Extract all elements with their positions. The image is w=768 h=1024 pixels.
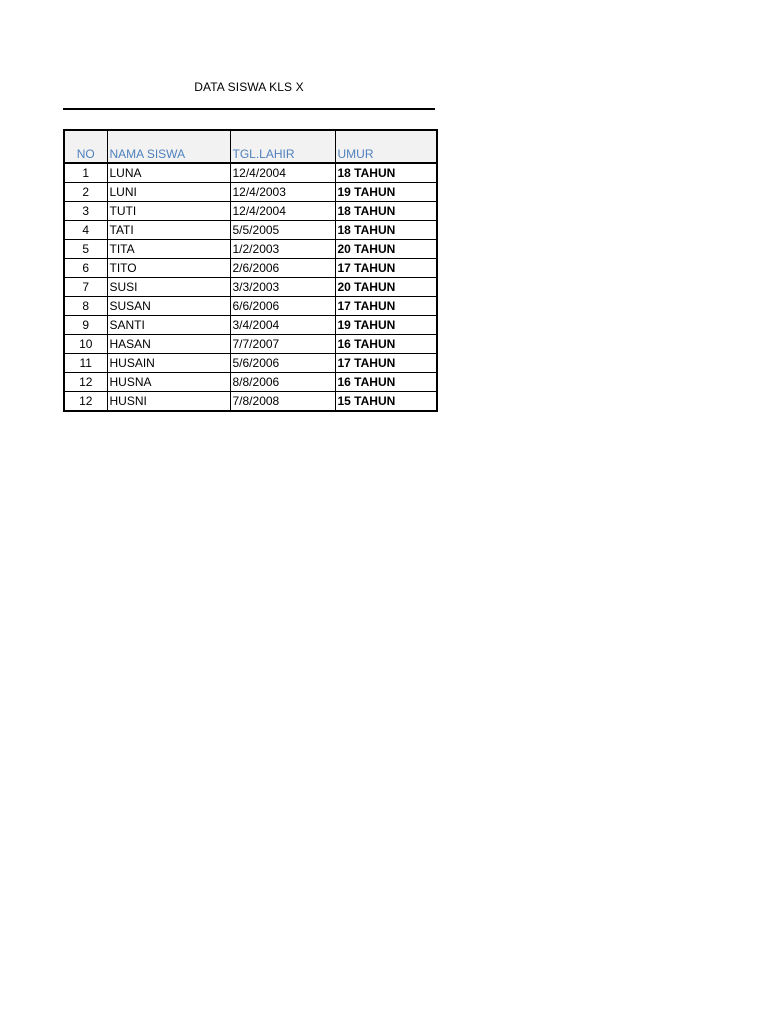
header-row <box>64 130 437 163</box>
cell-age: 20 TAHUN <box>335 239 437 258</box>
table-row <box>64 163 437 182</box>
cell-birth-date: 12/4/2003 <box>230 182 335 201</box>
student-table <box>63 129 438 412</box>
cell-no: 4 <box>64 220 107 239</box>
cell-birth-date: 8/8/2006 <box>230 372 335 391</box>
cell-no: 3 <box>64 201 107 220</box>
table-row <box>64 239 437 258</box>
table-row <box>64 391 437 411</box>
table-row <box>64 277 437 296</box>
title-underline <box>63 108 435 110</box>
cell-birth-date: 6/6/2006 <box>230 296 335 315</box>
cell-student-name: LUNA <box>107 163 230 182</box>
cell-student-name: HASAN <box>107 334 230 353</box>
table-row <box>64 296 437 315</box>
cell-age: 17 TAHUN <box>335 258 437 277</box>
cell-student-name: TITA <box>107 239 230 258</box>
cell-no: 6 <box>64 258 107 277</box>
document-title: DATA SISWA KLS X <box>194 80 304 94</box>
cell-student-name: TATI <box>107 220 230 239</box>
header-name: NAMA SISWA <box>107 130 230 163</box>
cell-age: 15 TAHUN <box>335 391 437 411</box>
cell-no: 12 <box>64 391 107 411</box>
cell-no: 10 <box>64 334 107 353</box>
cell-age: 19 TAHUN <box>335 182 437 201</box>
cell-student-name: SUSI <box>107 277 230 296</box>
cell-birth-date: 5/5/2005 <box>230 220 335 239</box>
cell-birth-date: 12/4/2004 <box>230 201 335 220</box>
table-body <box>64 163 437 411</box>
cell-student-name: SUSAN <box>107 296 230 315</box>
table-row <box>64 182 437 201</box>
cell-no: 12 <box>64 372 107 391</box>
cell-student-name: SANTI <box>107 315 230 334</box>
cell-student-name: HUSAIN <box>107 353 230 372</box>
cell-birth-date: 3/3/2003 <box>230 277 335 296</box>
cell-no: 2 <box>64 182 107 201</box>
table-row <box>64 353 437 372</box>
cell-no: 8 <box>64 296 107 315</box>
cell-student-name: HUSNI <box>107 391 230 411</box>
cell-birth-date: 12/4/2004 <box>230 163 335 182</box>
header-age: UMUR <box>335 130 437 163</box>
cell-student-name: TITO <box>107 258 230 277</box>
cell-no: 5 <box>64 239 107 258</box>
cell-age: 16 TAHUN <box>335 334 437 353</box>
cell-student-name: TUTI <box>107 201 230 220</box>
table-row <box>64 220 437 239</box>
cell-student-name: LUNI <box>107 182 230 201</box>
cell-no: 11 <box>64 353 107 372</box>
cell-age: 19 TAHUN <box>335 315 437 334</box>
cell-age: 18 TAHUN <box>335 220 437 239</box>
cell-birth-date: 2/6/2006 <box>230 258 335 277</box>
cell-no: 7 <box>64 277 107 296</box>
cell-age: 16 TAHUN <box>335 372 437 391</box>
header-birth-date: TGL.LAHIR <box>230 130 335 163</box>
cell-birth-date: 1/2/2003 <box>230 239 335 258</box>
table-row <box>64 201 437 220</box>
cell-no: 1 <box>64 163 107 182</box>
cell-no: 9 <box>64 315 107 334</box>
table-row <box>64 258 437 277</box>
header-no: NO <box>64 130 107 163</box>
cell-age: 18 TAHUN <box>335 201 437 220</box>
cell-birth-date: 7/8/2008 <box>230 391 335 411</box>
cell-birth-date: 3/4/2004 <box>230 315 335 334</box>
cell-birth-date: 5/6/2006 <box>230 353 335 372</box>
cell-age: 17 TAHUN <box>335 296 437 315</box>
table-header <box>64 130 437 163</box>
table-row <box>64 334 437 353</box>
table-row <box>64 372 437 391</box>
cell-age: 17 TAHUN <box>335 353 437 372</box>
cell-age: 18 TAHUN <box>335 163 437 182</box>
cell-age: 20 TAHUN <box>335 277 437 296</box>
cell-student-name: HUSNA <box>107 372 230 391</box>
cell-birth-date: 7/7/2007 <box>230 334 335 353</box>
table-row <box>64 315 437 334</box>
